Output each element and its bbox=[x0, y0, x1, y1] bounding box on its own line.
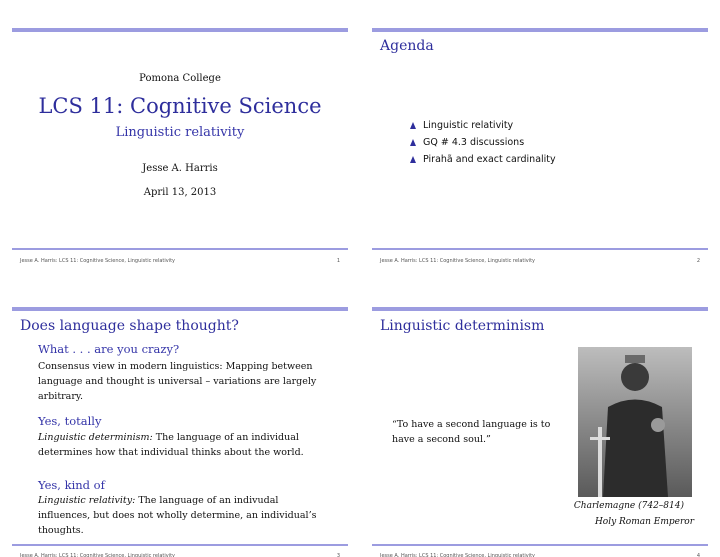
portrait-caption: Holy Roman Emperor bbox=[594, 517, 694, 527]
footer-text: Jesse A. Harris: LCS 11: Cognitive Science, Linguistic relativity bbox=[20, 553, 176, 557]
block-body: Linguistic relativity: The language of an indivudal influences, but does not wholly determine, an individual’s thoughts. bbox=[38, 495, 317, 536]
page-number: 4 bbox=[696, 553, 700, 557]
agenda-item: Pirahã and exact cardinality bbox=[410, 151, 556, 168]
block-title: Yes, totally bbox=[38, 414, 102, 428]
footer-text: Jesse A. Harris: LCS 11: Cognitive Science, Linguistic relativity bbox=[380, 258, 536, 264]
bullet-icon bbox=[410, 139, 416, 146]
page-number: 3 bbox=[336, 553, 340, 557]
slide-bottom-bar bbox=[12, 544, 348, 546]
slide-bottom-bar bbox=[12, 248, 348, 250]
bullet-icon bbox=[410, 156, 416, 163]
presentation-title: LCS 11: Cognitive Science bbox=[38, 94, 322, 118]
agenda-list bbox=[410, 117, 556, 168]
page-number: 2 bbox=[696, 258, 700, 264]
presentation-subtitle: Linguistic relativity bbox=[115, 125, 245, 140]
slide-top-bar bbox=[372, 307, 708, 311]
slide-top-bar bbox=[12, 28, 348, 32]
portrait-caption: Charlemagne (742–814) bbox=[573, 501, 684, 511]
frame-title: Agenda bbox=[380, 38, 434, 54]
slide-top-bar bbox=[372, 28, 708, 32]
slide-title bbox=[0, 0, 360, 270]
slide-language-thought bbox=[0, 287, 360, 557]
date: April 13, 2013 bbox=[143, 187, 217, 198]
agenda-item: Linguistic relativity bbox=[410, 117, 556, 134]
quote-text: “To have a second language is to have a second soul.” bbox=[392, 419, 551, 445]
institution: Pomona College bbox=[139, 73, 221, 84]
block-title: What . . . are you crazy? bbox=[38, 342, 180, 356]
frame-title: Linguistic determinism bbox=[380, 318, 545, 334]
bullet-icon bbox=[410, 122, 416, 129]
slide-bottom-bar bbox=[372, 544, 708, 546]
agenda-item: GQ # 4.3 discussions bbox=[410, 134, 556, 151]
slide-bottom-bar bbox=[372, 248, 708, 250]
block-title: Yes, kind of bbox=[38, 478, 105, 492]
charlemagne-portrait bbox=[578, 347, 692, 497]
slide-linguistic-determinism bbox=[360, 287, 720, 557]
page-number: 1 bbox=[336, 258, 340, 264]
block-body: Linguistic determinism: The language of an individual determines how that individual thinks about the world. bbox=[38, 432, 304, 458]
footer-text: Jesse A. Harris: LCS 11: Cognitive Science, Linguistic relativity bbox=[380, 553, 536, 557]
author: Jesse A. Harris bbox=[142, 163, 218, 174]
frame-title: Does language shape thought? bbox=[20, 318, 239, 334]
slide-top-bar bbox=[12, 307, 348, 311]
block-body: Consensus view in modern linguistics: Mapping between language and thought is universal – variations are largely arbitrary. bbox=[38, 361, 317, 402]
footer-text: Jesse A. Harris: LCS 11: Cognitive Science, Linguistic relativity bbox=[20, 258, 176, 264]
slide-agenda bbox=[360, 0, 720, 270]
